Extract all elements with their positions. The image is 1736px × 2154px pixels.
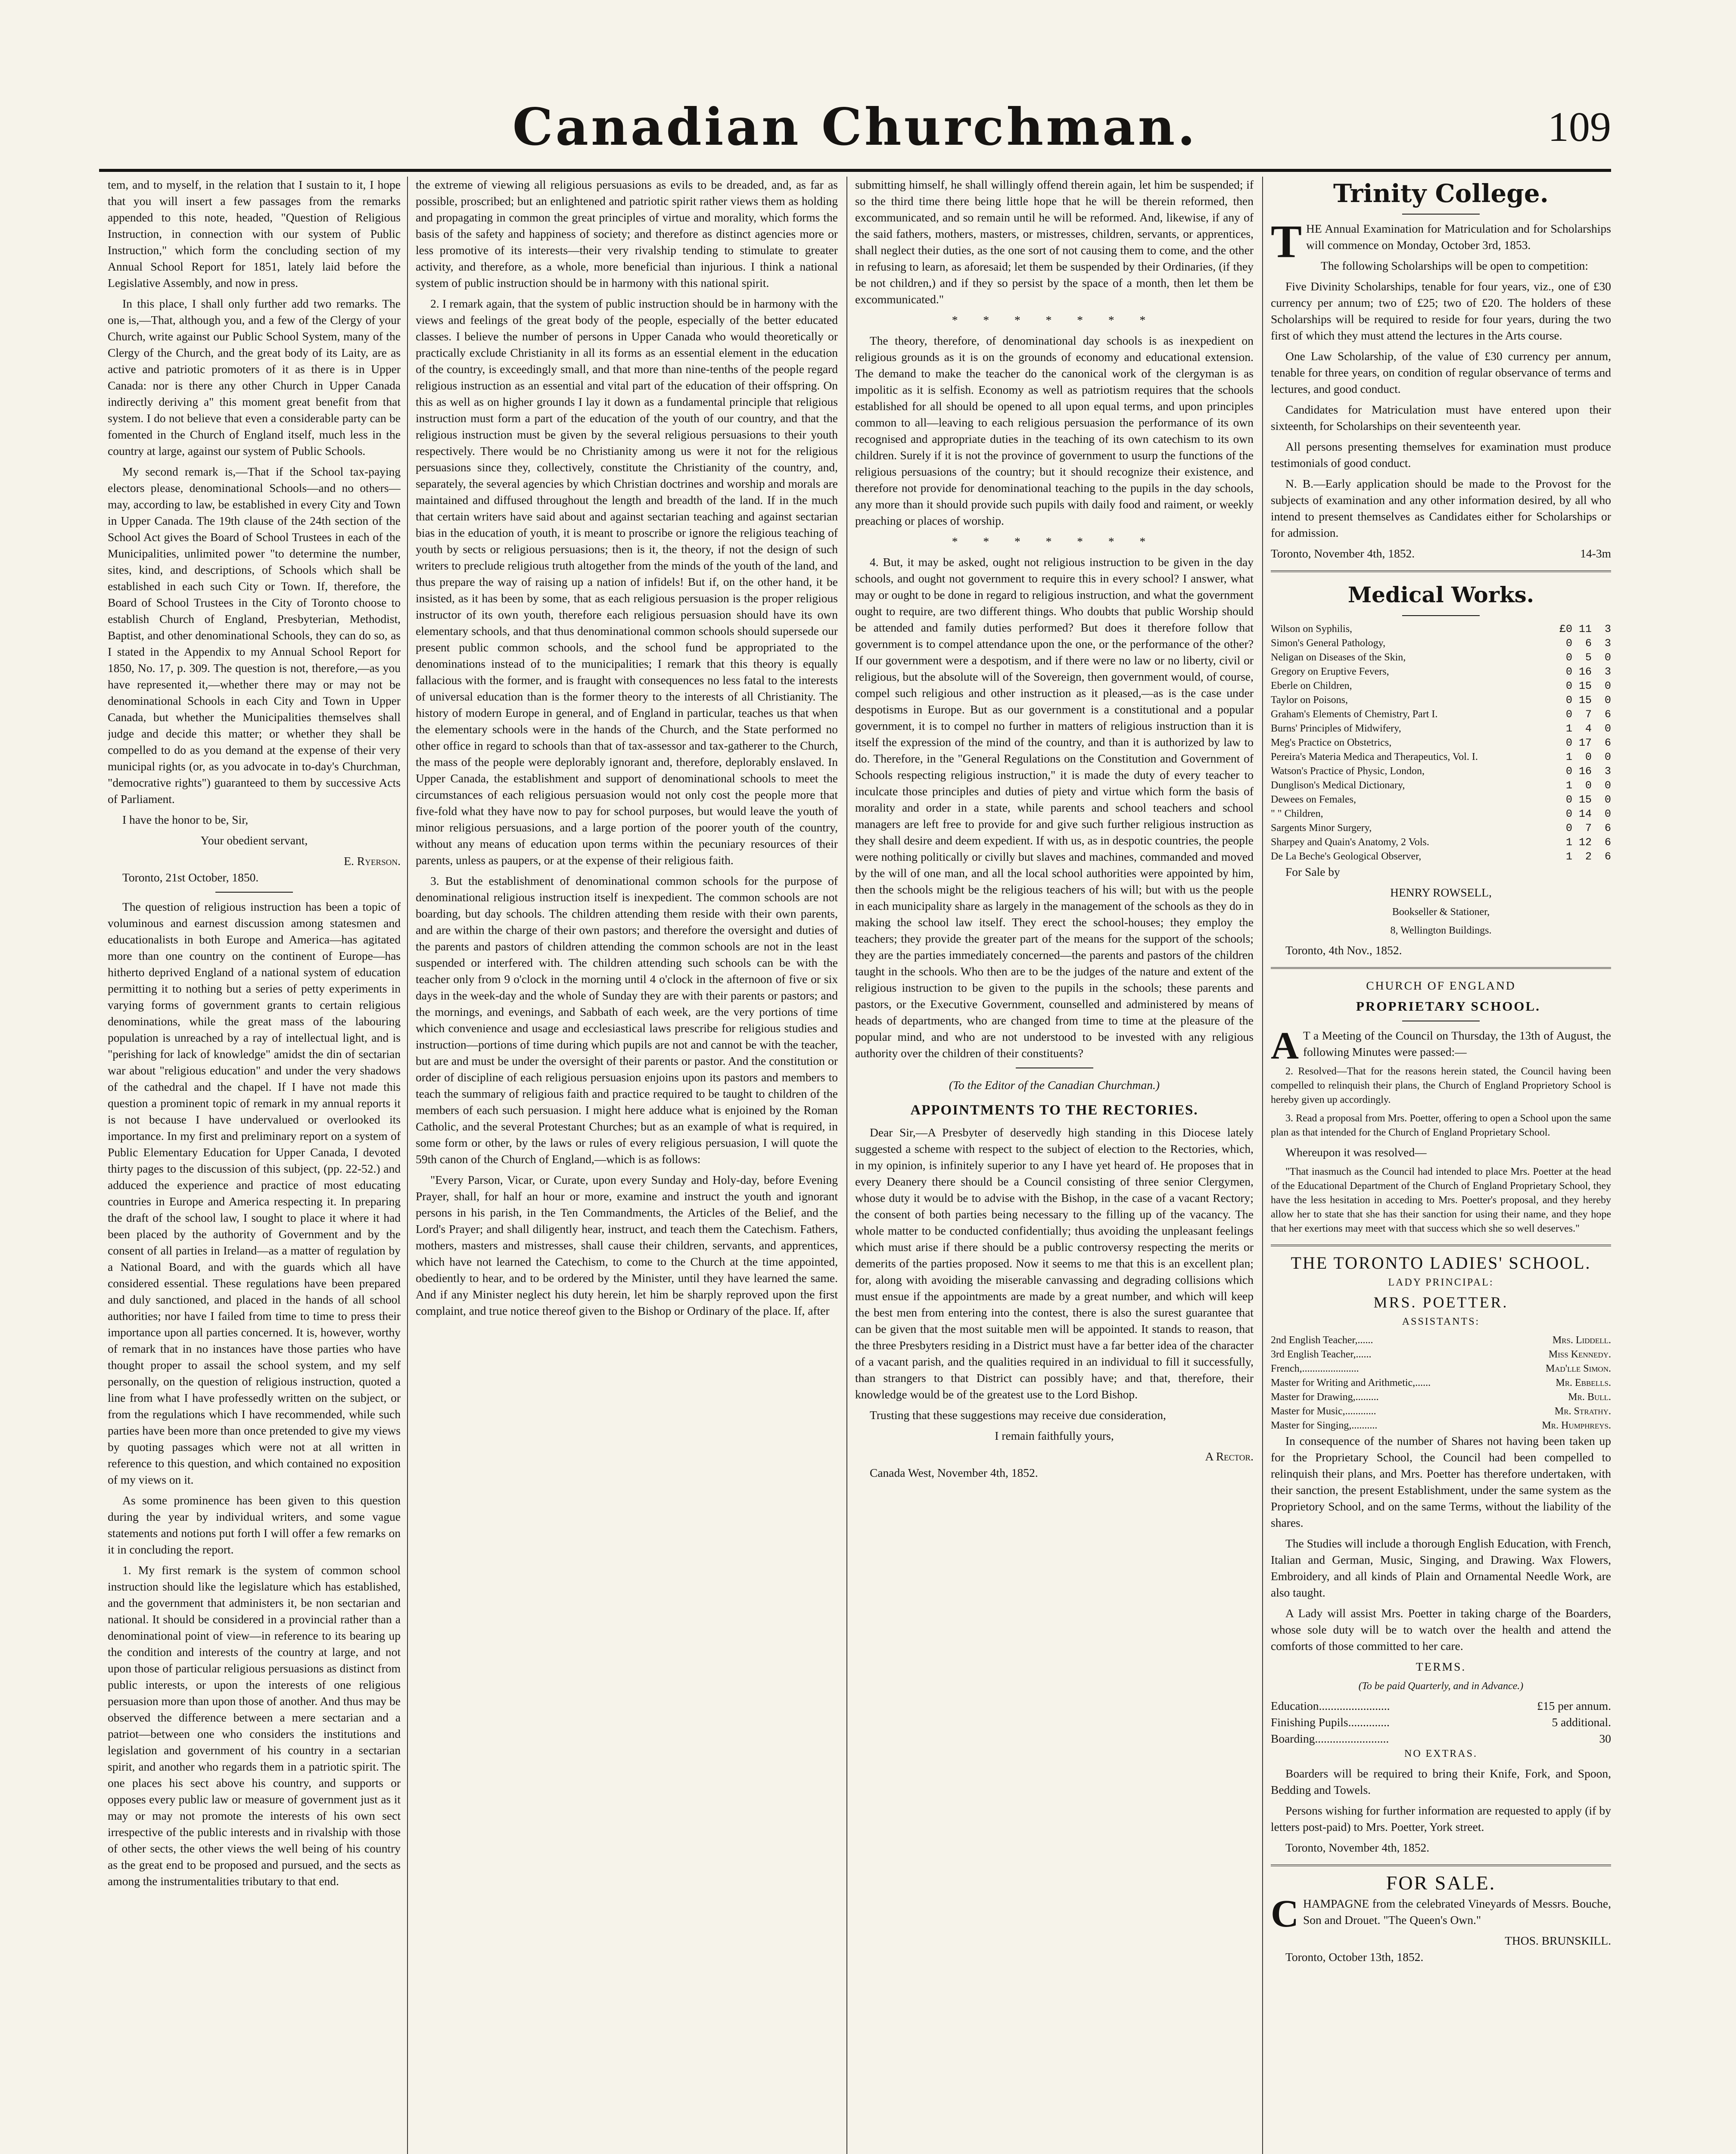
column-divider — [407, 177, 408, 2154]
seller-desc: Bookseller & Stationer, — [1392, 906, 1490, 918]
masthead-rule — [99, 169, 1611, 172]
ad-divider — [1271, 967, 1611, 969]
for-sale-title: FOR SALE. — [1386, 1872, 1496, 1894]
list-item: Sharpey and Quain's Anatomy, 2 Vols. 1 12 6 — [1271, 836, 1611, 849]
section-rule — [215, 892, 293, 893]
letter-paragraph: In this place, I shall only further add two remarks. The one is,—That, although you, and a few of the Clergy of your Church, write against our Public School System, many of the Clergy of the Church, and the great body of its Laity, are as active and patriotic promoters of it as there is in Upper Canada: nor is there any other Church in Upper Canada indirectly deriving a" this moment great benefit from that system. I do not believe that even a considerable party can be fomented in the Church of England itself, much less in the country at large, against our system of Public Schools. — [108, 297, 401, 458]
trinity-date: Toronto, November 4th, 1852. — [1271, 547, 1415, 560]
letter-paragraph: My second remark is,—That if the School tax-paying electors please, denominational Schools—and no others—may, according to law, be established in every City and Town in Upper Canada. The 19th clause of the 24th section of the School Act gives the Board of School Trustees in each of the Municipalities, unlimited power "to determine the number, sites, kind, and descriptions, of Schools which shall be established in each such City or Town. If, therefore, the Board of School Trustees in the City of Toronto choose to establish Church of England, Presbyterian, Methodist, Baptist, and other denominational Schools, they can do so, as I stated in the Appendix to my Annual School Report for 1850, No. 17, p. 309. The question is not, therefore,—as you have represented it,—whether there may or may not be denominational Schools in each City and Town in Upper Canada, but whether the Municipalities themselves shall judge and decide this matter; or whether they shall be compelled to do as you demand at the expense of their very municipal rights (or, as you advocate in to-day's Churchman, "democrative rights") guaranteed to them by successive Acts of Parliament. — [108, 465, 401, 806]
trinity-paragraph: All persons presenting themselves for examination must produce testimonials of good conduct. — [1271, 440, 1611, 470]
ad-divider — [1271, 1245, 1611, 1246]
drop-cap: A — [1271, 1024, 1299, 1067]
column-divider — [1262, 177, 1263, 2154]
column-4-advertisements — [1271, 177, 1611, 2154]
list-item: Wilson on Syphilis, £0 11 3 — [1271, 623, 1611, 635]
ladies-paragraph: A Lady will assist Mrs. Poetter in taking charge of the Boarders, whose sole duty will be to watch over the health and attend the comforts of those committed to her care. — [1271, 1606, 1611, 1653]
lady-principal-label: LADY PRINCIPAL: — [1388, 1277, 1494, 1288]
champagne-date: Toronto, October 13th, 1852. — [1285, 1950, 1424, 1964]
list-item: Dewees on Females, 0 15 0 — [1271, 794, 1611, 806]
list-item: Master for Music,............ Mr. Strathy. — [1271, 1406, 1611, 1417]
ladies-paragraph: Persons wishing for further information are requested to apply (if by letters post-paid) to Mrs. Poetter, York street. — [1271, 1804, 1611, 1833]
ad-divider — [1271, 570, 1611, 572]
ladies-school-ad — [1271, 1255, 1611, 1856]
list-item: Gregory on Eruptive Fevers, 0 16 3 — [1271, 666, 1611, 678]
page-number: 109 — [1548, 104, 1611, 150]
sign-line: Your obedient servant, — [200, 834, 308, 847]
list-item: 3rd English Teacher,...... Miss Kennedy. — [1271, 1349, 1611, 1360]
ad-tag: 14-3m — [1580, 547, 1611, 560]
essay-paragraph: 2. I remark again, that the system of public instruction should be in harmony with the views and feelings of the great body of the people, especially of the better educated classes. I believe the number of persons in Upper Canada who would theoretically or practically exclude Christianity in all its forms as an essential element in the education of the country, is exceedingly small, and that more than nine-tenths of the people regard religious instruction as an essential and vital part of the education of their offspring. On this as well as on higher grounds I lay it down as a fundamental principle that religious instruction must form a part of the education of the youth of our country, and that the religious instruction must be given by the several religious persuasions to their youth respectively. There would be no Christianity among us were it not for the religious persuasions since they, collectively, constitute the Christianity of the country, and, separately, the several agencies by which Christian doctrines and worship and morals are maintained and diffused throughout the length and breadth of the land. If in the much that certain writers have said about and against sectarian teaching and against sectarian bias in the education of youth, it is meant to proscribe or ignore the religious teaching of youth by sects or religious persuasions; then is it, the theory, if not the design of such writers to preclude religious truth altogether from the minds of the youth of the land, and thus prepare the way of raising up a nation of infidels! But if, on the other hand, it be insisted, as it has been by some, that as each religious persuasion is the proper religious instructor of its own youth, therefore each religious persuasion should have its own elementary schools, and that thus denominational common schools should supersede our present public common schools, and the school fund be appropriated to the denominations instead of to the municipalities; I remark that this theory is equally fallacious with the former, and is fraught with consequences no less fatal to the interests of universal education than is the former theory to the interests of all Christianity. The history of modern Europe in general, and of England in particular, teaches us that when the elementary schools were in the hands of the Church, and the State performed no other office in regard to schools than that of tax-assessor and tax-gatherer to the Church, the mass of the people were deplorably ignorant and, therefore, deplorably enslaved. In Upper Canada, the establishment and support of denominational schools to meet the circumstances of each religious persuasion would not only cost the people more that five-fold what they have now to pay for school purposes, but would leave the youth of minor religious persuasions, and a large portion of the poorer youth of the country, without any means of education upon terms within the pecuniary resources of their parents, unless as paupers, or at the expense of their religious faith. — [416, 297, 838, 867]
letter-close: I remain faithfully yours, — [995, 1429, 1114, 1442]
ornament-stars: * * * * * * * — [952, 313, 1157, 327]
ladies-paragraph: The Studies will include a thorough English Education, with French, Italian and German, Music, Singing, and Drawing. Wax Flowers, Embroidery, and all kinds of Plain and Ornamental Needle Work, are also taught. — [1271, 1537, 1611, 1599]
canon-quote-cont: submitting himself, he shall willingly offend therein again, let him be suspended; if so the third time there being little hope that he will be therein reformed, then excommunicated, and so remain until he will be reformed. And, likewise, if any of the said fathers, mothers, masters, or mistresses, children, servants, or apprentices, shall neglect their duties, as the one sort of not causing them to come, and the other in refusing to learn, as aforesaid; let them be suspended by their Ordinaries, (if they be not children,) and if they so persist by the space of a month, then let them be excommunicated." — [855, 178, 1254, 306]
signature: E. Ryerson. — [344, 854, 401, 868]
principal-name: MRS. POETTER. — [1373, 1294, 1509, 1311]
church-school-title-2: PROPRIETARY SCHOOL. — [1356, 999, 1540, 1014]
list-item: Taylor on Poisons, 0 15 0 — [1271, 694, 1611, 707]
letter-paragraph: Dear Sir,—A Presbyter of deservedly high standing in this Diocese lately suggested a scheme with respect to the subject of election to the Rectories, which, in my opinion, is infinitely superior to any I have yet heard of. He proposes that in every Deanery there should be a Council consisting of three senior Clergymen, whose duty it would be to advise with the Bishop, in the case of a vacant Rectory; the consent of both parties being necessary to the filling up of the vacancy. The whole matter to be conducted confidentially; thus avoiding the unpleasant feelings which must arise if there should be a public controversy respecting the merits or demerits of the parties proposed. Now it seems to me that this is an excellent plan; for, along with avoiding the miserable canvassing and degrading collisions which must ensue if the appointments are made by a great number, and which will keep the best men from entering into the contest, there is also the surest guarantee that can be given that the most suitable men will be appointed. It stands to reason, that the three Presbyters residing in a District must have a far better idea of the character of a vacant parish, and the qualities required in an individual to fill it successfully, than strangers to that District can possibly have; and that, therefore, their knowledge would be of the greatest use to the Lord Bishop. — [855, 1126, 1254, 1401]
essay-paragraph: 4. But, it may be asked, ought not religious instruction to be given in the day schools, and ought not government to require this in every school? I answer, what may or ought to be done in regard to religious instruction, and what the government ought to require, are two different things. Who doubts that public Worship should be attended and family duties performed? But does it therefore follow that government is to compel attendance upon the one, or the performance of the other? If our government were a despotism, and if there were no law or no liberty, civil or religious, but the absolute will of the Sovereign, then government would, of course, compel such religious and other instruction as it pleased,—as is the case under despotisms in Europe. But as our government is a constitutional and a popular government, it is to compel no further in matters of religious instruction than it is itself the expression of the mind of the country, and than it is authorized by law to do. Therefore, in the "General Regulations on the Constitution and Government of Schools respecting religious instruction," it is made the duty of every teacher to inculcate those principles and duties of piety and virtue which form the basis of morality and order in a state, while parents and school teachers and school managers are left free to provide for and give such further religious instruction as they shall desire and deem expedient. If with us, as in despotic countries, the people were nothing politically or civilly but slaves and machines, commanded and moved by the will of one man, and all the local school authorities were appointed by him, then the schools might be the religious teachers of his will; but with us the people in each municipality share as largely in the management of the schools as they do in making the school law itself. They erect the school-houses; they employ the teachers; they provide the greater part of the means for the support of the schools; they are the parties immediately concerned—the parents and pastors of the children taught in the schools. Who then are to be the judges of the nature and extent of the religious instruction to be given to the pupils in the schools; these parents and pastors, or the Executive Government, counselled and administered by means of heads of departments, who are changed from time to time at the pleasure of the popular mind, and who are not understood to be invested with any religious authority over the children of their constituents? — [855, 555, 1254, 1060]
ladies-paragraph: Boarders will be required to bring their Knife, Fork, and Spoon, Bedding and Towels. — [1271, 1767, 1611, 1796]
list-item: " " Children, 0 14 0 — [1271, 808, 1611, 820]
column-divider — [846, 177, 847, 2154]
newspaper-title: Canadian Churchman. — [512, 97, 1198, 157]
resolution: 3. Read a proposal from Mrs. Poetter, offering to open a School upon the same plan as that intended for the Church of England Proprietary School. — [1271, 1113, 1611, 1138]
list-item: Simon's General Pathology, 0 6 3 — [1271, 637, 1611, 650]
section-rule — [1402, 615, 1480, 616]
list-item: Education........................ £15 per annum. — [1271, 1699, 1611, 1712]
essay-paragraph: The question of religious instruction has been a topic of voluminous and earnest discussion among statesmen and educationalists in both Europe and America—has agitated more than one country on the continent of Europe—has hitherto deprived England of a national system of education permitting it to nothing but a series of petty experiments in varying forms of government grants to certain religious denominations, while the great mass of the labouring population is unreached by a ray of intellectual light, and is "perishing for lack of knowledge" amidst the din of sectarian war about "religious education" and under the very shadows of the cathedral and the chapel. If I have not made this question a prominent topic of remark in my annual reports it is not because I have undervalued or overlooked its importance. In my first and preliminary report on a system of Public Elementary Education for Upper Canada, I devoted thirty pages to the discussion of this subject, (pp. 22-52.) and adduced the experience and practice of most educating countries in Europe and America respecting it. In preparing the draft of the school law, I sought to place it where it had been placed by the authority of Government and by the consent of all parties in Ireland—as a matter of regulation by a National Board, and with the guards which all have considered essential. These regulations have been prepared and duly sanctioned, and placed in the hands of all school authorities; nor have I failed from time to time to press their importance upon all parties concerned. It is, however, worthy of remark that in no instances have those parties who have thought proper to assail the school system, and my self personally, on the question of religious instruction, quoted a line from what I have professedly written on the subject, or from the regulations which I have recommended, while such parties have been more than once pretended to give my views by quoting passages which were not at all written in reference to this question, and which contained no exposition of my views on it. — [108, 900, 401, 1486]
list-item: Finishing Pupils.............. 5 additional. — [1271, 1715, 1611, 1729]
resolution: 2. Resolved—That for the reasons herein stated, the Council having been compelled to relinquish their plans, the Church of England Proprietory School is hereby given up accordingly. — [1271, 1066, 1611, 1105]
list-item: Dunglison's Medical Dictionary, 1 0 0 — [1271, 779, 1611, 792]
place-date: Toronto, 21st October, 1850. — [122, 871, 259, 884]
medical-date: Toronto, 4th Nov., 1852. — [1285, 943, 1402, 957]
list-item: Eberle on Children, 0 15 0 — [1271, 680, 1611, 692]
list-item: Master for Writing and Arithmetic,...... Mr. Ebbells. — [1271, 1377, 1611, 1388]
essay-paragraph: 1. My first remark is the system of common school instruction should like the legislature which has established, and the government that administers it, be non sectarian and national. It should be considered in a provincial rather than a denominational point of view—in reference to its bearing up the condition and interests of the country at large, and not upon those of particular religious persuasions as distinct from public interests, or upon the interests of one religious persuasion more than upon those of another. And thus may be observed the difference between a mere sectarian and a patriot—between one who considers the institutions and legislation and government of his country in a sectarian spirit, and another who regards them in a patriotic spirit. The one places his sect above his country, and supports or opposes every public law or measure of government just as it may or may not promote the interests of his own sect irrespective of the public interests and in rivalship with those of other sects, the other views the well being of his country as the great end to be proposed and pursued, and the sects as among the instrumentalities tributary to that end. — [108, 1563, 401, 1888]
letter-place: Canada West, November 4th, 1852. — [870, 1466, 1038, 1479]
list-item: Sargents Minor Surgery, 0 7 6 — [1271, 822, 1611, 834]
list-item: Boarding......................... 30 — [1271, 1732, 1611, 1745]
drop-cap: C — [1271, 1893, 1299, 1935]
letter-paragraph: Trusting that these suggestions may receive due consideration, — [870, 1408, 1166, 1422]
for-sale-by: For Sale by — [1285, 865, 1340, 878]
ladies-school-title: THE TORONTO LADIES' SCHOOL. — [1291, 1253, 1591, 1273]
list-item: Neligan on Diseases of the Skin, 0 5 0 — [1271, 651, 1611, 664]
seller-name: HENRY ROWSELL, — [1390, 886, 1492, 899]
resolution-quote: "That inasmuch as the Council had intended to place Mrs. Poetter at the head of the Educational Department of the Church of England Proprietary School, they have the less hesitation in acceding to Mrs. Poetter's proposal, and they hereby allow her to state that she has their sanction for using their name, and they hope that her exertions may meet with that success which she so well deserves." — [1271, 1166, 1611, 1234]
section-rule — [1402, 214, 1480, 215]
list-item: Meg's Practice on Obstetrics, 0 17 6 — [1271, 737, 1611, 749]
letter-editor-heading: (To the Editor of the Canadian Churchman.) — [949, 1078, 1160, 1092]
list-item: De La Beche's Geological Observer, 1 2 6 — [1271, 850, 1611, 863]
ladies-paragraph: In consequence of the number of Shares not having been taken up for the Proprietary School, the Council had been compelled to relinquish their plans, and Mrs. Poetter has therefore undertaken, with their sanction, the present Establishment, under the same system as the Proprietory School, and on the same Terms, without the liability of the shares. — [1271, 1434, 1611, 1529]
column-1 — [108, 177, 401, 2154]
letter-signature: A Rector. — [1205, 1450, 1254, 1463]
trinity-paragraph: Five Divinity Scholarships, tenable for four years, viz., one of £30 currency per annum; two of £25; two of £20. The holders of these Scholarships will be required to reside for four years, during the two first of which they must attend the lectures in the Arts course. — [1271, 280, 1611, 342]
trinity-paragraph: Candidates for Matriculation must have entered upon their sixteenth, for Scholarships on their seventeenth year. — [1271, 403, 1611, 433]
letter-paragraph: tem, and to myself, in the relation that I sustain to it, I hope that you will insert a few passages from the remarks appended to this note, headed, "Question of Religious Instruction, in connection with our system of Public Instruction," which form the concluding section of my Annual School Report for 1851, lately laid before the Legislative Assembly, and now in press. — [108, 178, 401, 289]
list-item: Watson's Practice of Physic, London, 0 16 3 — [1271, 765, 1611, 778]
drop-cap: T — [1271, 216, 1302, 268]
list-item: Master for Singing,.......... Mr. Humphreys. — [1271, 1420, 1611, 1431]
church-school-title-1: CHURCH OF ENGLAND — [1366, 979, 1516, 992]
list-item: Master for Drawing,......... Mr. Bull. — [1271, 1391, 1611, 1403]
assistants-label: ASSISTANTS: — [1402, 1316, 1480, 1327]
seller-address: 8, Wellington Buildings. — [1390, 925, 1492, 936]
essay-paragraph: 3. But the establishment of denominational common schools for the purpose of denominational religious instruction itself is inexpedient. The common schools are not boarding, but day schools. The children attending them reside with their own parents, and are within the charge of their own pastors; and therefore the oversight and duties of the parents and pastors of children attending the common schools are not in the least suspended or interfered with. The children attending such schools can be with the teacher only from 9 o'clock in the morning until 4 o'clock in the afternoon of five or six days in the week-day and the whole of Sunday they are with their parents or pastors; and the mornings, and evenings, and Sabbath of each week, are the very portions of time which convenience and usage and ecclesiastical laws prescribe for religious studies and instruction—portions of time during which pupils are not and cannot be with the teacher, but are and must be under the oversight of their parents or pastor. And the constitution or order of discipline of each religious persuasion enjoins upon its pastors and members to teach the summary of religious faith and practice required to be taught to children of the members of each such persuasion. I might here adduce what is enjoined by the Roman Catholic, and the several Protestant Churches; but as an example of what is required, in some form or other, by the laws or rules of every religious persuasion, I will quote the 59th canon of the Church of England,—which is as follows: — [416, 874, 838, 1166]
ladies-date: Toronto, November 4th, 1852. — [1285, 1841, 1430, 1854]
trinity-paragraph: The following Scholarships will be open to competition: — [1321, 259, 1588, 272]
church-school-intro: T a Meeting of the Council on Thursday, the 13th of August, the following Minutes were passed:— — [1303, 1029, 1611, 1058]
trinity-paragraph: N. B.—Early application should be made to the Provost for the subjects of examination and any other information desired, by all who intend to present themselves as Candidates either for Scholarships or for admission. — [1271, 477, 1611, 539]
list-item: French,...................... Mad'lle Simon. — [1271, 1363, 1611, 1374]
list-item: Graham's Elements of Chemistry, Part I. 0 7 6 — [1271, 708, 1611, 721]
trinity-title: Trinity College. — [1333, 179, 1549, 208]
trinity-paragraph: One Law Scholarship, of the value of £30 currency per annum, tenable for three years, on condition of regular observance of terms and lectures, and good conduct. — [1271, 349, 1611, 395]
essay-paragraph: As some prominence has been given to this question during the year by individual writers, and some vague statements and notions put forth I will offer a few remarks on it in concluding the report. — [108, 1494, 401, 1556]
medical-title: Medical Works. — [1347, 582, 1534, 607]
terms-note: (To be paid Quarterly, and in Advance.) — [1358, 1681, 1524, 1692]
trinity-paragraph: HE Annual Examination for Matriculation and for Scholarships will commence on Monday, October 3rd, 1853. — [1306, 222, 1611, 252]
assistants-list — [1271, 1333, 1611, 1433]
masthead — [99, 97, 1611, 157]
column-2 — [416, 177, 838, 2154]
terms-label: TERMS. — [1416, 1660, 1466, 1673]
trinity-college-ad — [1271, 179, 1611, 562]
letter-title: APPOINTMENTS TO THE RECTORIES. — [910, 1102, 1198, 1118]
ornament-stars: * * * * * * * — [952, 535, 1157, 548]
column-3 — [855, 177, 1254, 2154]
essay-paragraph: the extreme of viewing all religious persuasions as evils to be dreaded, and, as far as possible, proscribed; but an enlightened and patriotic spirit rather views them as holding and propagating in common the great principles of virtue and morality, which forms the basis of the safety and happiness of society; and therefore as distinct agencies more or less promotive of its interests—their very rivalship tending to stimulate to greater activity, and therefore, as a whole, more beneficial than injurious. I think a national system of public instruction should be in harmony with this national spirit. — [416, 178, 838, 289]
no-extras: NO EXTRAS. — [1404, 1748, 1478, 1759]
canon-quote: "Every Parson, Vicar, or Curate, upon every Sunday and Holy-day, before Evening Prayer, shall, for half an hour or more, examine and instruct the youth and ignorant persons in his parish, in the Ten Commandments, the Articles of the Belief, and the Lord's Prayer; and shall diligently hear, instruct, and teach them the Catechism. Fathers, mothers, masters and mistresses, shall cause their children, servants, and apprentices, which have not learned the Catechism, to come to the Church at the time appointed, obediently to hear, and to be ordered by the Minister, until they have learned the same. And if any Minister neglect his duty herein, let him be sharply reproved upon the first complaint, and true notice thereof given to the Bishop or Ordinary of the place. If, after — [416, 1173, 838, 1317]
proprietary-school-ad — [1271, 977, 1611, 1236]
list-item: 2nd English Teacher,...... Mrs. Liddell. — [1271, 1335, 1611, 1346]
medical-list — [1271, 622, 1611, 864]
terms-list — [1271, 1698, 1611, 1747]
medical-works-ad — [1271, 581, 1611, 959]
ad-divider — [1271, 1865, 1611, 1866]
list-item: Pereira's Materia Medica and Therapeutics, Vol. I. 1 0 0 — [1271, 751, 1611, 763]
champagne-text: HAMPAGNE from the celebrated Vineyards of Messrs. Bouche, Son and Drouet. "The Queen's Own." — [1303, 1897, 1611, 1927]
whereupon: Whereupon it was resolved— — [1285, 1145, 1427, 1159]
letter-closing: I have the honor to be, Sir, — [122, 813, 249, 826]
champagne-ad — [1271, 1872, 1611, 1965]
champagne-seller: THOS. BRUNSKILL. — [1505, 1934, 1611, 1947]
essay-paragraph: The theory, therefore, of denominational day schools is as inexpedient on religious grounds as it is on the grounds of economy and educational extension. The demand to make the teacher do the canonical work of the clergyman is as impolitic as it is selfish. Economy as well as patriotism requires that the schools established for all should be opened to all upon equal terms, and upon principles common to all—leaving to each religious persuasion the performance of its own recognised and appropriate duties in the teaching of its own catechism to its own children. Surely if it is not the province of government to usurp the functions of the religious persuasions of the country; but it should recognize their existence, and therefore not provide for denominational teaching to the pupils in the day schools, any more than it should provide such pupils with daily food and raiment, or weekly preaching or places of worship. — [855, 334, 1254, 527]
list-item: Burns' Principles of Midwifery, 1 4 0 — [1271, 722, 1611, 735]
